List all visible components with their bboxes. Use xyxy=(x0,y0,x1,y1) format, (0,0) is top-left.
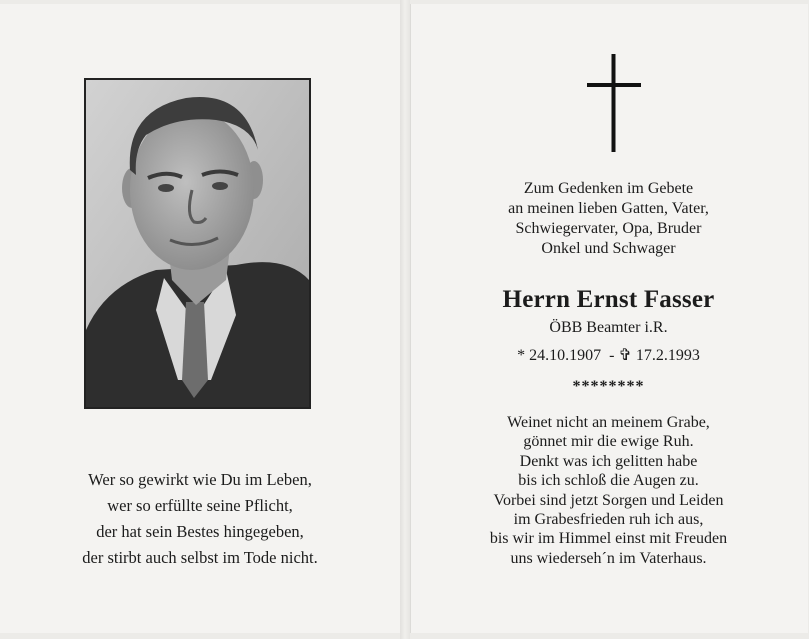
date-dash: - xyxy=(609,347,615,364)
memorial-line: Onkel und Schwager xyxy=(541,240,676,257)
death-cross-icon: ✞ xyxy=(618,347,632,364)
deceased-name: Herrn Ernst Fasser xyxy=(502,286,715,313)
right-verse-line: Vorbei sind jetzt Sorgen und Leiden xyxy=(493,491,724,509)
right-verse xyxy=(410,413,807,568)
card-fold xyxy=(400,0,410,639)
left-verse-line: der hat sein Bestes hingegeben, xyxy=(96,522,304,541)
memorial-line: an meinen lieben Gatten, Vater, xyxy=(508,200,709,217)
life-dates xyxy=(410,345,807,365)
right-verse-line: Denkt was ich gelitten habe xyxy=(519,452,698,470)
left-verse-line: der stirbt auch selbst im Tode nicht. xyxy=(82,548,318,567)
right-verse-line: Weinet nicht an meinem Grabe, xyxy=(507,414,710,431)
right-verse-line: bis ich schloß die Augen zu. xyxy=(518,472,699,490)
occupation: ÖBB Beamter i.R. xyxy=(549,319,668,336)
death-date: 17.2.1993 xyxy=(635,347,700,364)
portrait-photo xyxy=(84,78,311,409)
right-verse-line: bis wir im Himmel einst mit Freuden xyxy=(489,530,728,548)
birth-star-icon: * xyxy=(517,347,526,364)
right-verse-line: im Grabesfrieden ruh ich aus, xyxy=(513,511,704,529)
asterisk-divider: ******** xyxy=(572,378,645,395)
left-verse xyxy=(0,467,400,571)
right-verse-line: uns wiederseh´n im Vaterhaus. xyxy=(510,549,707,567)
birth-date: 24.10.1907 xyxy=(529,347,602,364)
memorial-line: Schwiegervater, Opa, Bruder xyxy=(515,220,702,237)
memorial-dedication xyxy=(410,179,807,259)
left-verse-line: wer so erfüllte seine Pflicht, xyxy=(107,496,293,515)
latin-cross-icon xyxy=(587,54,641,152)
portrait-image xyxy=(86,80,309,407)
right-verse-line: gönnet mir die ewige Ruh. xyxy=(523,433,694,451)
memorial-line: Zum Gedenken im Gebete xyxy=(523,180,694,197)
left-verse-line: Wer so gewirkt wie Du im Leben, xyxy=(88,470,312,489)
